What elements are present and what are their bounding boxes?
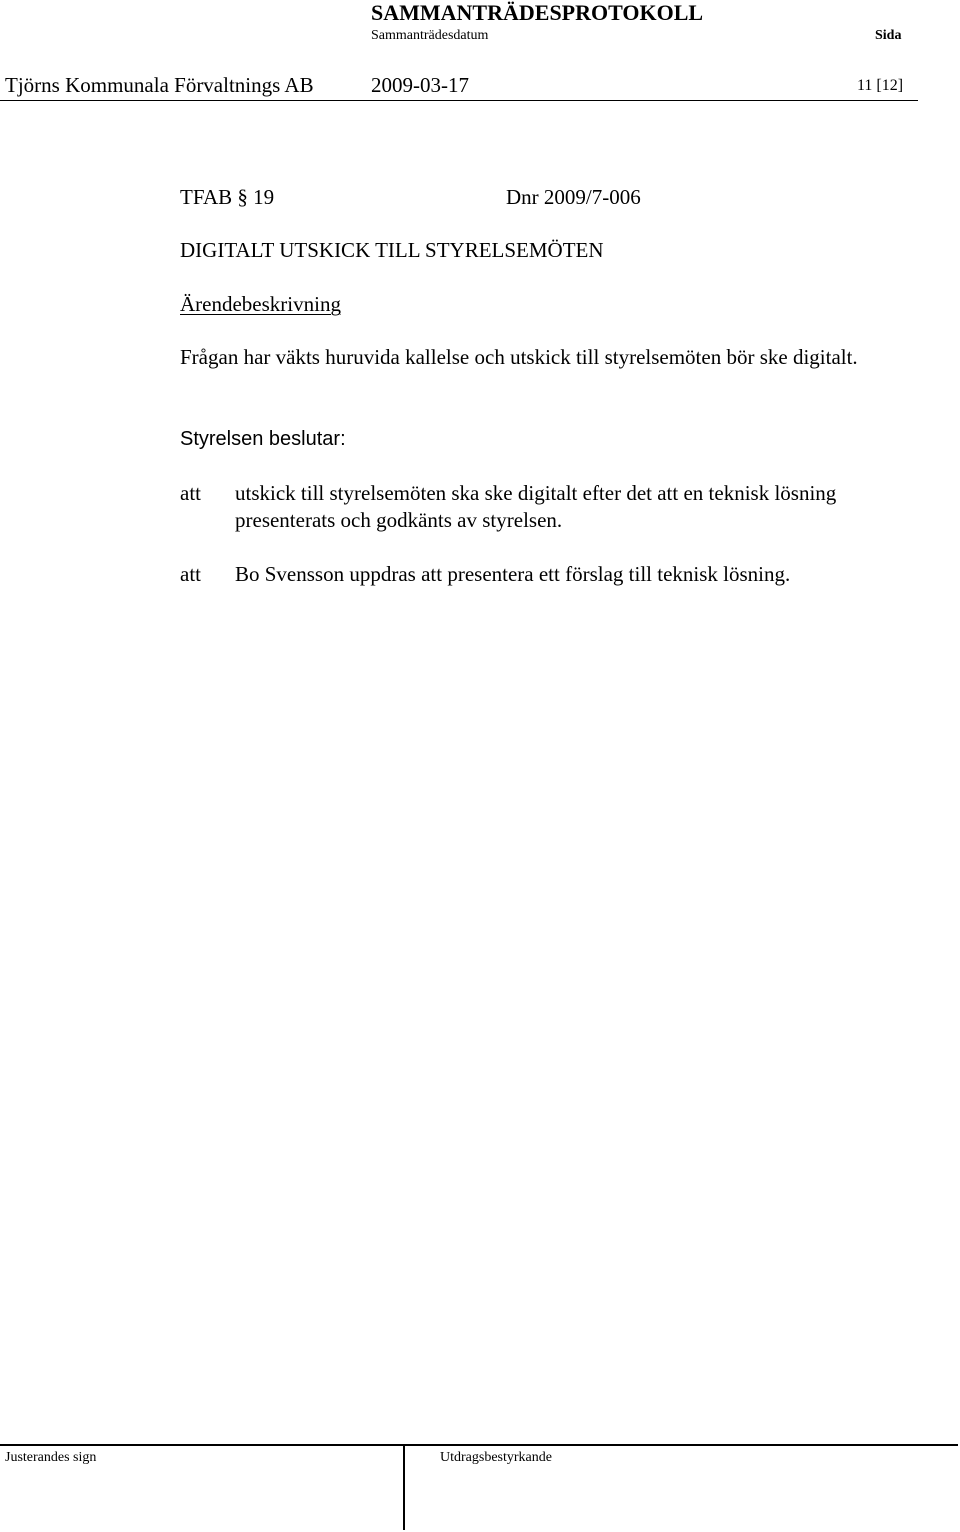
decision-text: utskick till styrelsemöten ska ske digitalt efter det att en teknisk lösning: [235, 481, 837, 505]
page-label: Sida: [875, 28, 902, 43]
meeting-date-label: Sammanträdesdatum: [371, 28, 489, 43]
item-title: DIGITALT UTSKICK TILL STYRELSEMÖTEN: [180, 238, 604, 262]
decision-heading: Styrelsen beslutar:: [180, 428, 346, 450]
organization-name: Tjörns Kommunala Förvaltnings AB: [5, 73, 314, 97]
case-id: TFAB § 19: [180, 185, 275, 209]
item-description: Frågan har väkts huruvida kallelse och utskick till styrelsemöten bör ske digitalt.: [180, 345, 858, 369]
decision-text: Bo Svensson uppdras att presentera ett förslag till teknisk lösning.: [235, 562, 791, 586]
footer-divider: [0, 1444, 958, 1446]
page-number: 11 [12]: [857, 77, 904, 94]
certification-label: Utdragsbestyrkande: [440, 1450, 552, 1465]
footer-column-divider: [403, 1444, 405, 1530]
item-subheading: Ärendebeskrivning: [180, 292, 341, 316]
decision-text-continued: presenterats och godkänts av styrelsen.: [235, 508, 563, 532]
registration-number: Dnr 2009/7-006: [506, 185, 641, 209]
decision-prefix: att: [180, 562, 201, 586]
decision-prefix: att: [180, 481, 201, 505]
header-divider: [0, 100, 918, 101]
signature-label: Justerandes sign: [5, 1450, 97, 1465]
document-title: SAMMANTRÄDESPROTOKOLL: [371, 0, 704, 25]
meeting-date: 2009-03-17: [371, 73, 469, 97]
